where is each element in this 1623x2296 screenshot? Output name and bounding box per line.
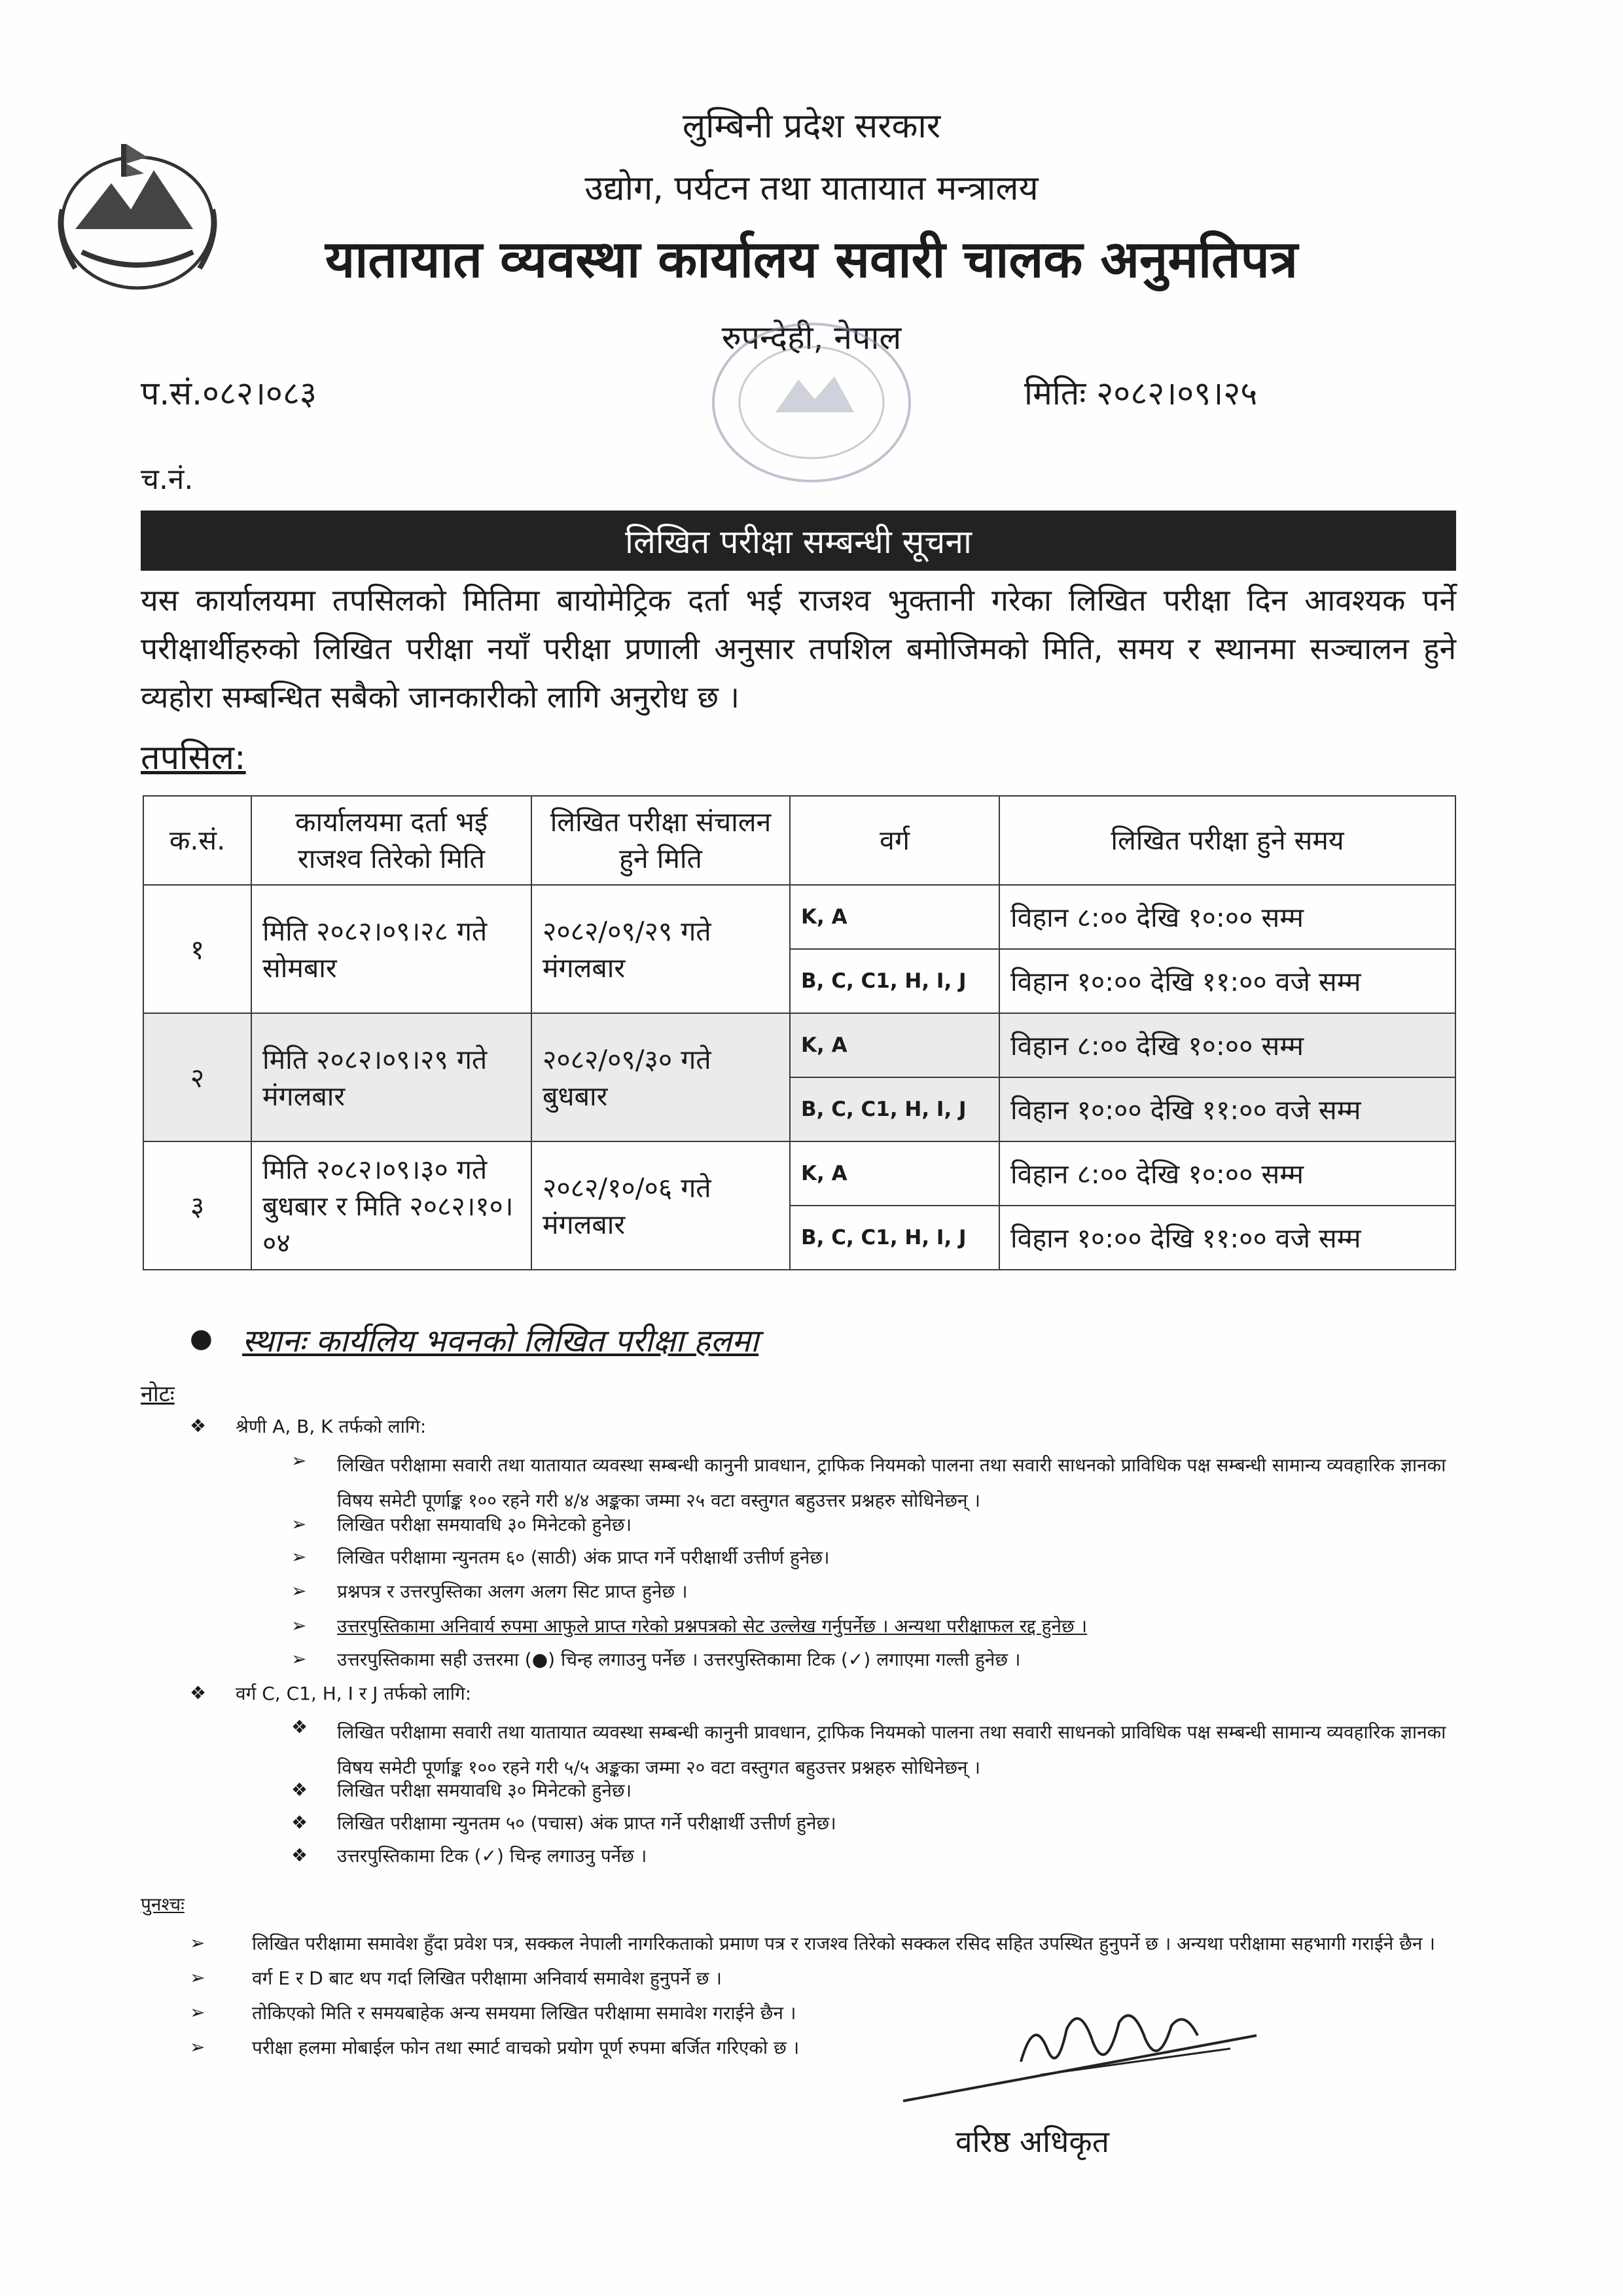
section-title: श्रेणी A, B, K तर्फको लागि: (236, 1416, 427, 1437)
note-item: प्रश्नपत्र र उत्तरपुस्तिका अलग अलग सिट प्राप्त हुनेछ । (337, 1581, 688, 1602)
arrow-bullet-icon: ➢ (190, 1967, 205, 1988)
note-item: लिखित परीक्षा समयावधि ३० मिनेटको हुनेछ। (337, 1780, 632, 1801)
category-group: K, A (790, 1013, 999, 1077)
exam-time: विहान ८:०० देखि १०:०० सम्म (999, 1141, 1455, 1206)
exam-location-text: स्थानः कार्यलिय भवनको लिखित परीक्षा हलमा (242, 1323, 759, 1359)
office-location: रुपन्देही, नेपाल (721, 319, 902, 357)
reference-number: प.सं.०८२।०८३ (141, 374, 317, 412)
note-item: लिखित परीक्षामा सवारी तथा यातायात व्यवस्था सम्बन्धी कानुनी प्रावधान, ट्राफिक नियमको पालना तथा सवारी साधनको प्राविधिक पक्ष सम्बन्धी सामान्य व्यवहारिक ज्ञानका विषय समेटी पूर्णाङ्क १०० रहने गरी ५/५ अङ्कका जम्मा २० वटा वस्तुगत बहुउत्तर प्रश्नहरु सोधिनेछन् । (337, 1721, 1446, 1778)
diamond-bullet-icon: ❖ (190, 1415, 207, 1437)
category-group: K, A (790, 885, 999, 949)
note-item: उत्तरपुस्तिकामा अनिवार्य रुपमा आफुले प्राप्त गरेको प्रश्नपत्रको सेट उल्लेख गर्नुपर्नेछ । अन्यथा परीक्षाफल रद्द हुनेछ । (337, 1615, 1088, 1637)
column-header: कार्यालयमा दर्ता भई राजश्व तिरेको मिति (251, 796, 531, 885)
note-item: लिखित परीक्षामा न्युनतम ६० (साठी) अंक प्राप्त गर्ने परीक्षार्थी उत्तीर्ण हुनेछ। (337, 1547, 830, 1568)
diamond-bullet-icon: ❖ (190, 1682, 207, 1704)
registration-date: मिति २०८२।०९।२९ गते मंगलबार (251, 1013, 531, 1141)
arrow-bullet-icon: ➢ (291, 1615, 307, 1636)
table-row (143, 1141, 1455, 1206)
note-item: लिखित परीक्षामा न्युनतम ५० (पचास) अंक प्राप्त गर्ने परीक्षार्थी उत्तीर्ण हुनेछ। (337, 1812, 836, 1834)
arrow-bullet-icon: ➢ (190, 2001, 205, 2023)
column-header: क.सं. (143, 796, 251, 885)
serial-number: ३ (143, 1141, 251, 1270)
diamond-bullet-icon: ❖ (291, 1812, 308, 1833)
province-name: लुम्बिनी प्रदेश सरकार (682, 107, 941, 146)
note-item: लिखित परीक्षामा सवारी तथा यातायात व्यवस्था सम्बन्धी कानुनी प्रावधान, ट्राफिक नियमको पालना तथा सवारी साधनको प्राविधिक पक्ष सम्बन्धी सामान्य व्यवहारिक ज्ञानका विषय समेटी पूर्णाङ्क १०० रहने गरी ४/४ अङ्कका जम्मा २५ वटा वस्तुगत बहुउत्तर प्रश्नहरु सोधिनेछन् । (337, 1454, 1446, 1511)
table-row (143, 885, 1455, 949)
office-stamp-icon (704, 314, 919, 491)
office-name: यातायात व्यवस्था कार्यालय सवारी चालक अनुमतिपत्र (325, 230, 1298, 289)
issue-date: मितिः २०८२।०९।२५ (1024, 374, 1258, 412)
arrow-bullet-icon: ➢ (291, 1513, 307, 1535)
intro-paragraph: यस कार्यालयमा तपसिलको मितिमा बायोमेट्रिक दर्ता भई राजश्व भुक्तानी गरेका लिखित परीक्षा दिन आवश्यक पर्ने परीक्षार्थीहरुको लिखित परीक्षा नयाँ परीक्षा प्रणाली अनुसार तपशिल बमोजिमको मिति, समय र स्थानमा सञ्चालन हुने व्यहोरा सम्बन्धित सबैको जानकारीको लागि अनुरोध छ । (141, 583, 1456, 715)
exam-schedule-table (143, 795, 1456, 1270)
note-item: उत्तरपुस्तिकामा टिक (✓) चिन्ह लगाउनु पर्नेछ । (337, 1845, 647, 1867)
postscript-heading: पुनश्चः (141, 1893, 185, 1915)
arrow-bullet-icon: ➢ (291, 1580, 307, 1602)
category-group: B, C, C1, H, I, J (790, 1077, 999, 1141)
exam-time: विहान १०:०० देखि ११:०० वजे सम्म (999, 1206, 1455, 1270)
diamond-bullet-icon: ❖ (291, 1779, 308, 1801)
exam-time: विहान ८:०० देखि १०:०० सम्म (999, 1013, 1455, 1077)
category-group: B, C, C1, H, I, J (790, 949, 999, 1013)
signatory-title: वरिष्ठ अधिकृत (955, 2124, 1109, 2159)
exam-date: २०८२/०९/२९ गते मंगलबार (531, 885, 790, 1013)
ministry-name: उद्योग, पर्यटन तथा यातायात मन्त्रालय (584, 169, 1039, 208)
category-group: B, C, C1, H, I, J (790, 1206, 999, 1270)
arrow-bullet-icon: ➢ (291, 1546, 307, 1568)
arrow-bullet-icon: ➢ (190, 1932, 205, 1954)
exam-location (242, 1319, 758, 1361)
arrow-bullet-icon: ➢ (291, 1450, 307, 1471)
column-header: लिखित परीक्षा संचालन हुने मिति (531, 796, 790, 885)
note-item: उत्तरपुस्तिकामा सही उत्तरमा (●) चिन्ह लगाउनु पर्नेछ । उत्तरपुस्तिकामा टिक (✓) लगाएमा गल्ती हुनेछ । (337, 1649, 1021, 1670)
postscript-item: तोकिएको मिति र समयबाहेक अन्य समयमा लिखित परीक्षामा समावेश गराईने छैन । (252, 2002, 796, 2024)
exam-time: विहान १०:०० देखि ११:०० वजे सम्म (999, 949, 1455, 1013)
exam-date: २०८२/०९/३० गते बुधबार (531, 1013, 790, 1141)
column-header: लिखित परीक्षा हुने समय (999, 796, 1455, 885)
column-header: वर्ग (790, 796, 999, 885)
signature-icon (890, 1977, 1296, 2121)
dispatch-number: च.नं. (141, 463, 194, 496)
exam-time: विहान १०:०० देखि ११:०० वजे सम्म (999, 1077, 1455, 1141)
bullet-icon: ● (190, 1323, 213, 1354)
note-item: लिखित परीक्षा समयावधि ३० मिनेटको हुनेछ। (337, 1514, 632, 1535)
table-header-row (143, 796, 1455, 885)
postscript-item: वर्ग E र D बाट थप गर्दा लिखित परीक्षामा अनिवार्य समावेश हुनुपर्ने छ । (252, 1967, 722, 1989)
postscript-item: लिखित परीक्षामा समावेश हुँदा प्रवेश पत्र, सक्कल नेपाली नागरिकताको प्रमाण पत्र र राजश्व तिरेको सक्कल रसिद सहित उपस्थित हुनुपर्ने छ । अन्यथा परीक्षामा सहभागी गराईने छैन । (252, 1933, 1435, 1954)
serial-number: १ (143, 885, 251, 1013)
postscript-item: परीक्षा हलमा मोबाईल फोन तथा स्मार्ट वाचको प्रयोग पूर्ण रुपमा बर्जित गरिएको छ । (252, 2037, 800, 2058)
arrow-bullet-icon: ➢ (291, 1648, 307, 1670)
serial-number: २ (143, 1013, 251, 1141)
exam-time: विहान ८:०० देखि १०:०० सम्म (999, 885, 1455, 949)
notice-title: लिखित परीक्षा सम्बन्धी सूचना (141, 511, 1456, 571)
exam-date: २०८२/१०/०६ गते मंगलबार (531, 1141, 790, 1270)
registration-date: मिति २०८२।०९।३० गते बुधबार र मिति २०८२।१०।०४ (251, 1141, 531, 1270)
section-title: वर्ग C, C1, H, I र J तर्फको लागि: (236, 1683, 472, 1704)
details-heading: तपसिल: (141, 738, 246, 778)
table-row (143, 1013, 1455, 1077)
registration-date: मिति २०८२।०९।२८ गते सोमबार (251, 885, 531, 1013)
note-heading: नोटः (141, 1381, 175, 1407)
category-group: K, A (790, 1141, 999, 1206)
diamond-bullet-icon: ❖ (291, 1844, 308, 1866)
diamond-bullet-icon: ❖ (291, 1716, 308, 1738)
arrow-bullet-icon: ➢ (190, 2036, 205, 2058)
